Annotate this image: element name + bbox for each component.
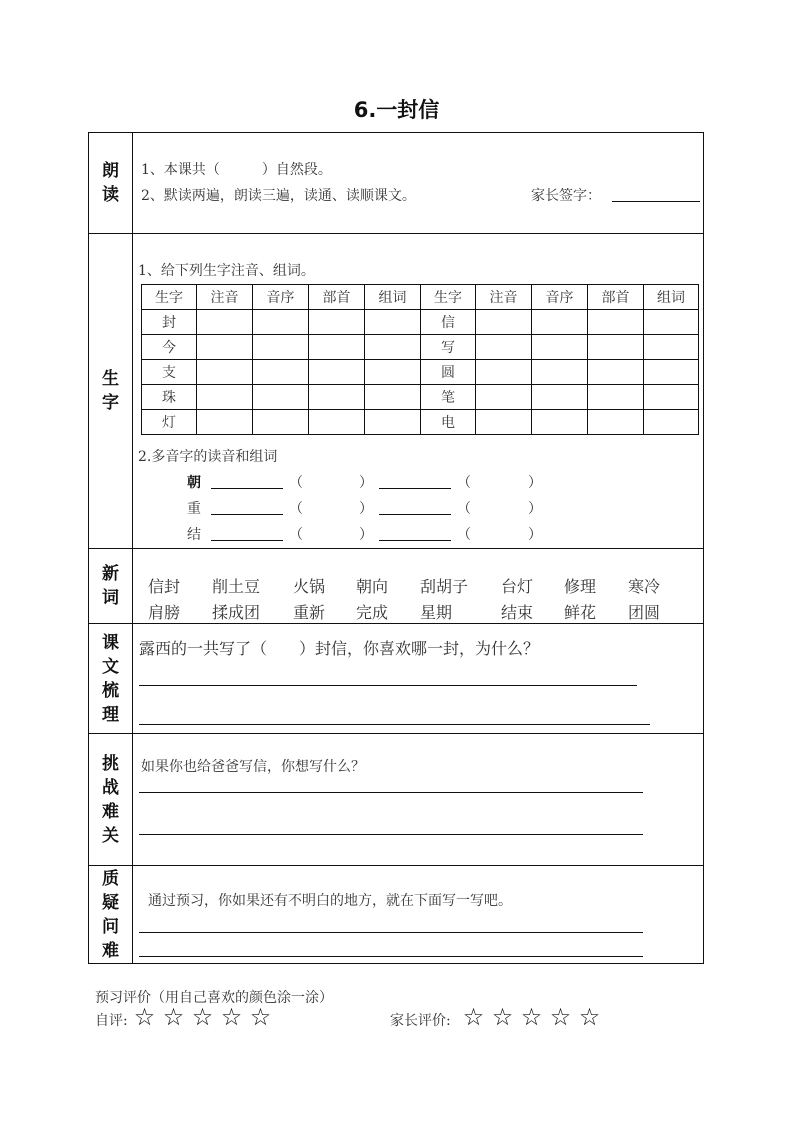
word: 朝向	[356, 577, 389, 596]
section-reading	[89, 133, 703, 234]
section-questions	[89, 866, 703, 963]
pinyin-blank[interactable]	[211, 488, 283, 489]
answer-cell[interactable]	[309, 360, 365, 385]
star-icon[interactable]: ☆	[462, 1003, 489, 1031]
word: 团圆	[628, 603, 661, 622]
section-new-words	[89, 549, 703, 624]
answer-line[interactable]	[139, 685, 637, 686]
answer-line[interactable]	[139, 792, 643, 793]
answer-cell[interactable]	[532, 310, 588, 335]
section-label-reading: 朗 读	[89, 133, 133, 233]
word: 鲜花	[564, 603, 597, 622]
answer-cell[interactable]	[365, 310, 421, 335]
answer-cell[interactable]	[197, 410, 253, 435]
parent-sign-label: 家长签字：	[531, 188, 601, 204]
answer-cell[interactable]	[532, 360, 588, 385]
table-row: 今 写	[142, 335, 699, 360]
table-row: 珠 笔	[142, 385, 699, 410]
word: 寒冷	[628, 577, 661, 596]
star-icon[interactable]: ☆	[162, 1003, 189, 1031]
answer-cell[interactable]	[476, 335, 532, 360]
table-row: 支 圆	[142, 360, 699, 385]
word: 肩膀	[148, 603, 181, 622]
answer-cell[interactable]	[644, 335, 699, 360]
answer-cell[interactable]	[588, 410, 644, 435]
answer-cell[interactable]	[365, 410, 421, 435]
answer-cell[interactable]	[309, 410, 365, 435]
answer-cell[interactable]	[197, 385, 253, 410]
star-icon[interactable]: ☆	[578, 1003, 605, 1031]
answer-cell[interactable]	[588, 335, 644, 360]
word: 重新	[293, 603, 326, 622]
pinyin-blank[interactable]	[211, 540, 283, 541]
questions-prompt: 通过预习，你如果还有不明白的地方，就在下面写一写吧。	[148, 893, 512, 909]
answer-cell[interactable]	[644, 360, 699, 385]
page-title: 6.一封信	[353, 98, 440, 122]
self-eval-label: 自评:	[95, 1013, 128, 1029]
section-label-new-words: 新 词	[89, 549, 133, 623]
pinyin-blank[interactable]	[379, 514, 451, 515]
answer-cell[interactable]	[253, 410, 309, 435]
word: 揉成团	[212, 603, 261, 622]
parent-eval-stars	[461, 1003, 606, 1031]
answer-cell[interactable]	[253, 310, 309, 335]
section-label-challenge: 挑 战 难 关	[89, 734, 133, 865]
answer-cell[interactable]	[253, 360, 309, 385]
answer-line[interactable]	[139, 724, 650, 725]
char-table	[141, 284, 699, 435]
word: 结束	[501, 603, 534, 622]
parent-eval-label: 家长评价:	[390, 1013, 451, 1029]
answer-cell[interactable]	[644, 310, 699, 335]
section-challenge	[89, 734, 703, 866]
answer-cell[interactable]	[197, 335, 253, 360]
worksheet-table	[88, 132, 704, 964]
pinyin-blank[interactable]	[211, 514, 283, 515]
answer-cell[interactable]	[532, 385, 588, 410]
answer-cell[interactable]	[476, 310, 532, 335]
word: 修理	[564, 577, 597, 596]
challenge-question: 如果你也给爸爸写信，你想写什么？	[141, 759, 365, 775]
pinyin-blank[interactable]	[379, 540, 451, 541]
star-icon[interactable]: ☆	[491, 1003, 518, 1031]
table-row: 封 信	[142, 310, 699, 335]
section-new-chars: 生 字 1、给下列生字注音、组词。 生字 注音 音序 部首 组词 生字 注音 音序 部首 组词 封 信 今 写 支 圆 珠 笔 灯 电 2.多音字的读音和组词 朝 （ ） （ ） 重 （ ） （ ） 结 （ ） （ ）	[89, 234, 703, 549]
answer-cell[interactable]	[476, 385, 532, 410]
star-icon[interactable]: ☆	[520, 1003, 547, 1031]
word: 刮胡子	[420, 577, 469, 596]
answer-cell[interactable]	[644, 385, 699, 410]
word: 完成	[356, 603, 389, 622]
polyphone-char: 朝	[187, 475, 201, 491]
answer-cell[interactable]	[197, 360, 253, 385]
section-label-new-chars: 生 字	[89, 234, 133, 548]
char-task-2: 2.多音字的读音和组词	[138, 449, 278, 465]
star-icon[interactable]: ☆	[549, 1003, 576, 1031]
answer-cell[interactable]	[476, 360, 532, 385]
section-label-text-review: 课 文 梳 理	[89, 624, 133, 733]
star-icon[interactable]: ☆	[220, 1003, 247, 1031]
star-icon[interactable]: ☆	[133, 1003, 160, 1031]
answer-cell[interactable]	[309, 335, 365, 360]
word: 火锅	[293, 577, 326, 596]
text-review-question: 露西的一共写了（ ）封信，你喜欢哪一封，为什么？	[139, 639, 540, 658]
answer-cell[interactable]	[309, 310, 365, 335]
answer-cell[interactable]	[532, 335, 588, 360]
char-task-1: 1、给下列生字注音、组词。	[138, 263, 315, 279]
evaluation-heading: 预习评价（用自己喜欢的颜色涂一涂）	[95, 990, 333, 1006]
reading-item-1: 1、本课共（ ）自然段。	[141, 162, 332, 178]
answer-line[interactable]	[139, 932, 643, 933]
answer-cell[interactable]	[476, 410, 532, 435]
answer-cell[interactable]	[588, 385, 644, 410]
word: 台灯	[501, 577, 534, 596]
answer-cell[interactable]	[365, 335, 421, 360]
section-label-questions: 质 疑 问 难	[89, 866, 133, 963]
answer-cell[interactable]	[644, 410, 699, 435]
polyphone-char: 重	[187, 501, 201, 517]
word: 信封	[148, 577, 181, 596]
answer-line[interactable]	[139, 834, 643, 835]
answer-cell[interactable]	[253, 335, 309, 360]
answer-cell[interactable]	[365, 385, 421, 410]
answer-cell[interactable]	[197, 310, 253, 335]
word: 削土豆	[212, 577, 261, 596]
reading-item-2: 2、默读两遍，朗读三遍，读通、读顺课文。	[141, 188, 416, 204]
self-eval-stars	[132, 1003, 277, 1031]
section-text-review	[89, 624, 703, 734]
table-row: 灯 电	[142, 410, 699, 435]
answer-cell[interactable]	[588, 310, 644, 335]
answer-cell[interactable]	[532, 410, 588, 435]
answer-cell[interactable]	[253, 385, 309, 410]
polyphone-char: 结	[187, 527, 201, 543]
answer-line[interactable]	[139, 956, 643, 957]
star-icon[interactable]: ☆	[249, 1003, 276, 1031]
answer-cell[interactable]	[309, 385, 365, 410]
parent-sign-field[interactable]	[612, 201, 700, 202]
answer-cell[interactable]	[365, 360, 421, 385]
answer-cell[interactable]	[588, 360, 644, 385]
star-icon[interactable]: ☆	[191, 1003, 218, 1031]
char-table-header: 生字 注音 音序 部首 组词 生字 注音 音序 部首 组词	[142, 285, 699, 310]
word: 星期	[420, 603, 453, 622]
pinyin-blank[interactable]	[379, 488, 451, 489]
